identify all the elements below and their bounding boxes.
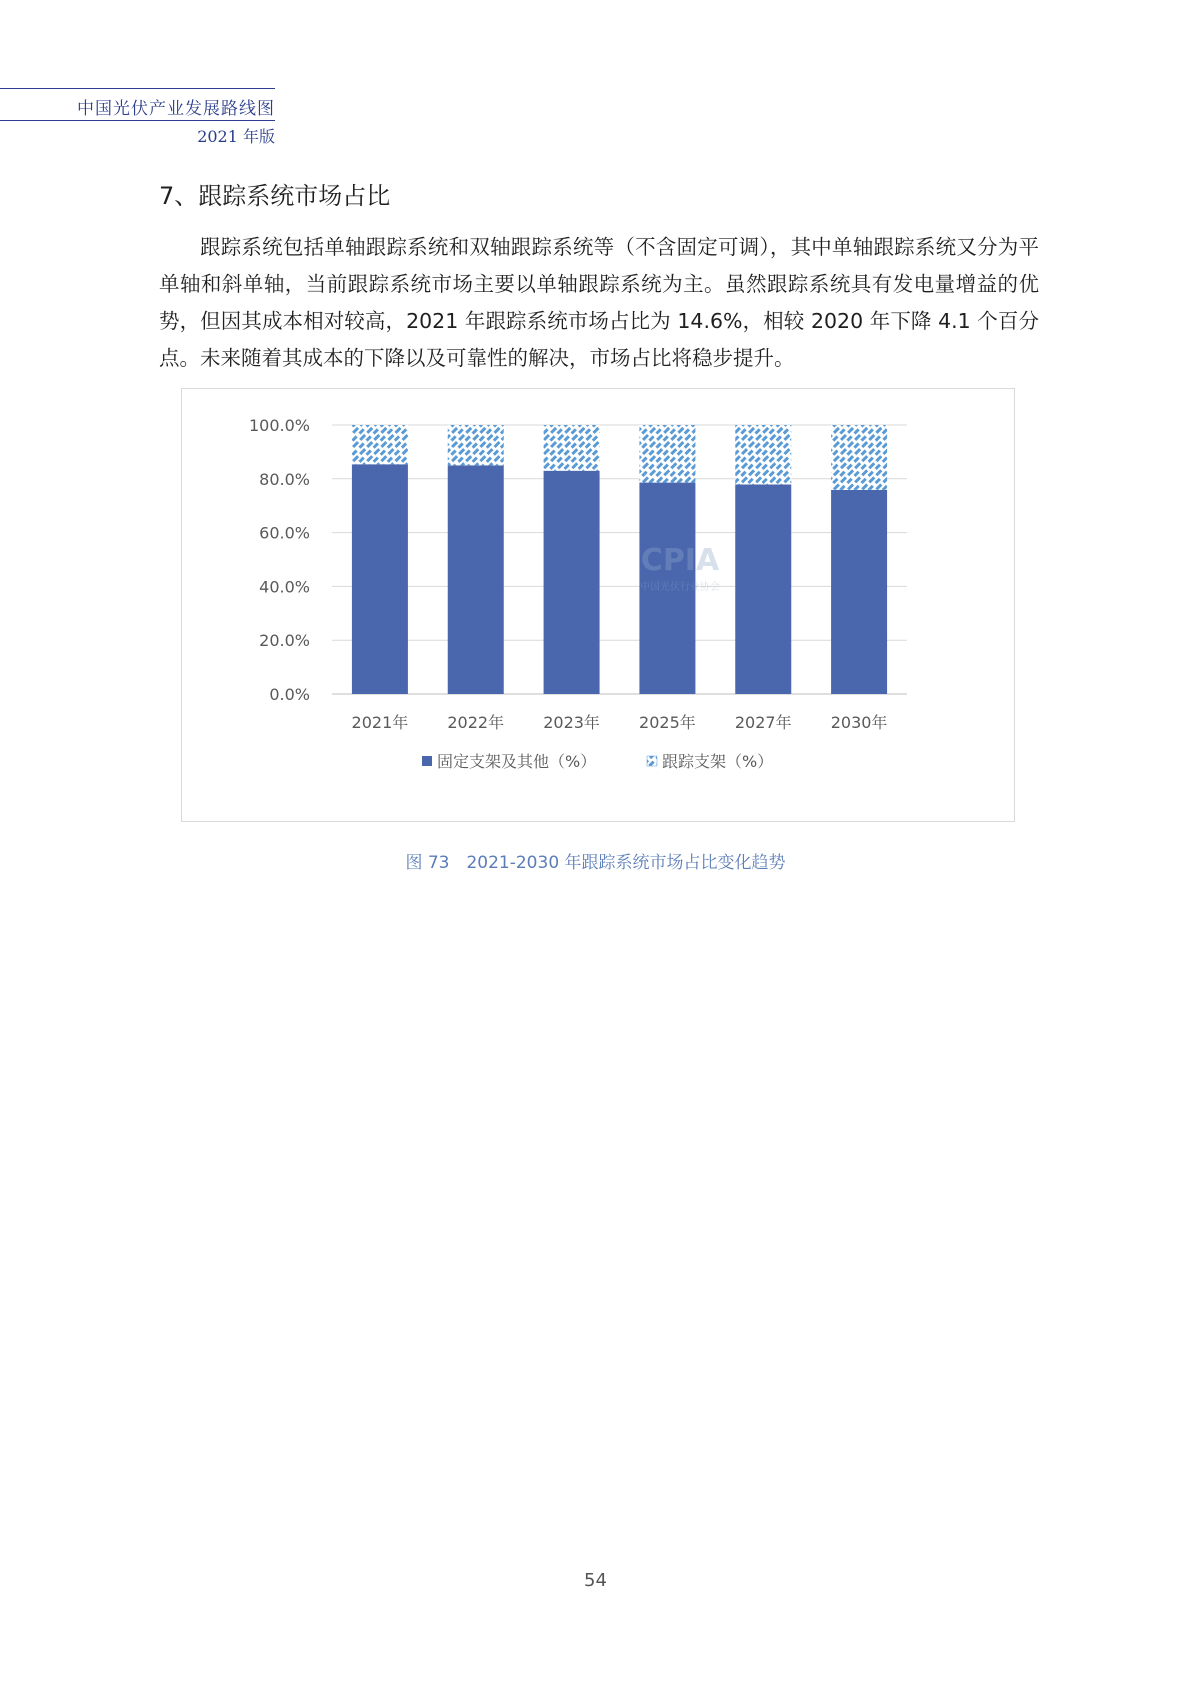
y-tick-label: 20.0% — [259, 631, 310, 651]
watermark-logo-text: CPIA — [640, 543, 720, 578]
page-header — [0, 88, 275, 148]
bar-layer — [352, 425, 887, 694]
bar-tracker — [735, 425, 791, 484]
x-tick-label: 2027年 — [734, 713, 792, 732]
stacked-bar-chart — [182, 389, 1014, 821]
bar-tracker — [544, 425, 600, 471]
x-tick-label: 2025年 — [639, 713, 696, 732]
bar-fixed-mount — [352, 464, 408, 694]
y-tick-label: 80.0% — [259, 469, 310, 489]
legend-swatch-fixed — [422, 756, 432, 766]
bar-tracker — [448, 425, 504, 465]
header-title: 中国光伏产业发展路线图 — [77, 99, 275, 119]
legend-swatch-tracker — [647, 756, 657, 766]
y-tick-label: 100.0% — [248, 416, 310, 435]
x-tick-label: 2023年 — [543, 713, 600, 732]
bar-tracker — [352, 425, 408, 464]
figure-caption: 图 73 2021-2030 年跟踪系统市场占比变化趋势 — [405, 853, 786, 873]
chart-frame — [181, 388, 1015, 822]
bar-fixed-mount — [639, 483, 695, 694]
watermark-org-name: 中国光伏行业协会 — [640, 582, 720, 593]
header-top-rule — [0, 88, 275, 89]
grid-layer — [332, 425, 907, 694]
header-bottom-rule — [0, 120, 275, 121]
x-tick-label: 2021年 — [351, 713, 409, 732]
x-tick-label: 2030年 — [830, 713, 888, 732]
legend-label-tracker: 跟踪支架（%） — [662, 752, 774, 771]
x-tick-labels — [352, 713, 888, 732]
bar-fixed-mount — [448, 465, 504, 694]
y-tick-labels — [249, 416, 310, 704]
section-heading: 7、跟踪系统市场占比 — [159, 182, 391, 210]
y-tick-label: 60.0% — [259, 523, 310, 543]
bar-tracker — [639, 425, 695, 483]
body-paragraph: 跟踪系统包括单轴跟踪系统和双轴跟踪系统等（不含固定可调），其中单轴跟踪系统又分为平单轴和斜单轴，当前跟踪系统市场主要以单轴跟踪系统为主。虽然跟踪系统具有发电量增益的优势，但因其成本相对较高，2021 年跟踪系统市场占比为 14.6%，相较 2020 年下降 4.1 个百分点。未来随着其成本的下降以及可靠性的解决，市场占比将稳步提升。 — [159, 235, 1039, 370]
y-tick-label: 0.0% — [269, 685, 310, 704]
header-edition: 2021 年版 — [197, 127, 275, 146]
bar-fixed-mount — [735, 484, 791, 694]
legend — [422, 752, 773, 771]
page-number: 54 — [584, 1570, 607, 1591]
bar-fixed-mount — [831, 490, 887, 694]
legend-label-fixed: 固定支架及其他（%） — [437, 752, 597, 771]
y-tick-label: 40.0% — [259, 577, 310, 597]
bar-fixed-mount — [544, 471, 600, 694]
bar-tracker — [831, 425, 887, 490]
x-tick-label: 2022年 — [447, 713, 505, 732]
